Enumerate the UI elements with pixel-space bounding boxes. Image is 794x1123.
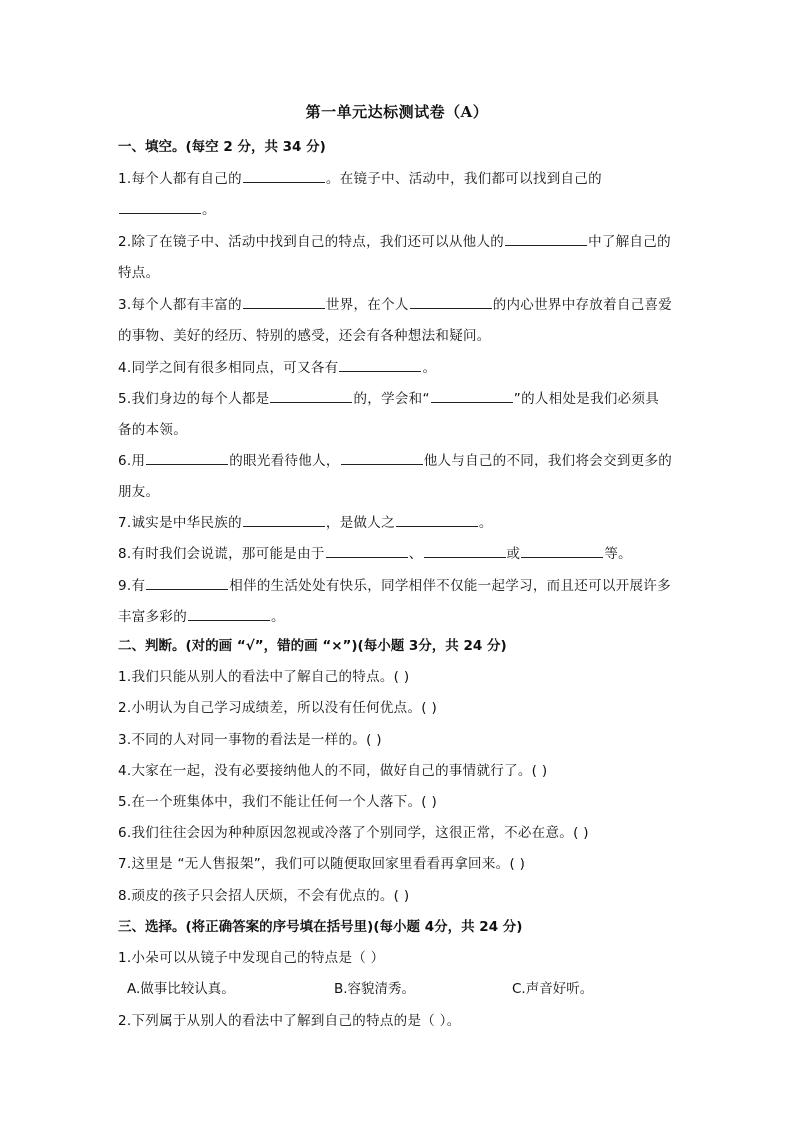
judge-item-5: 5.在一个班集体中，我们不能让任何一个人落下。( ) — [118, 794, 438, 810]
q7-text-b: ，是做人之 — [325, 515, 395, 531]
choice-q1: 1.小朵可以从镜子中发现自己的特点是（ ） — [118, 950, 385, 966]
q9-text-d: 。 — [271, 609, 285, 625]
q8-text-b: 、 — [408, 546, 423, 562]
q6-line2: 朋友。 — [118, 484, 160, 500]
q7-text-a: 7.诚实是中华民族的 — [118, 515, 242, 531]
q2-line2: 特点。 — [118, 265, 160, 281]
judge-item-2: 2.小明认为自己学习成绩差，所以没有任何优点。( ) — [118, 700, 438, 716]
q1-text-b: 。在镜子中、活动中，我们都可以找到自己的 — [325, 171, 602, 187]
q2-text-b: 中了解自己的 — [588, 234, 671, 250]
q1-line2 — [118, 198, 216, 218]
q1-text-c: 。 — [202, 202, 216, 218]
q5-text-c: ”的人相处是我们必须具 — [513, 391, 660, 407]
q8-text-a: 8.有时我们会说谎，那可能是由于 — [118, 546, 325, 562]
choice-q1-option-c: C.声音好听。 — [512, 981, 594, 997]
answer-blank[interactable] — [521, 543, 603, 558]
q6-text-a: 6.用 — [118, 453, 146, 469]
q6-text-c: 他人与自己的不同，我们将会交到更多的 — [423, 453, 673, 469]
q8-text-d: 等。 — [604, 546, 632, 562]
q4-text-a: 4.同学之间有很多相同点，可又各有 — [118, 360, 339, 376]
answer-blank[interactable] — [341, 450, 423, 465]
q8-text-c: 或 — [506, 546, 521, 562]
q7-line1 — [118, 511, 493, 531]
answer-blank[interactable] — [146, 450, 228, 465]
q6-text-b: 的眼光看待他人， — [229, 453, 340, 469]
answer-blank[interactable] — [326, 543, 408, 558]
q4-text-b: 。 — [422, 360, 437, 376]
q4-line1 — [118, 356, 436, 376]
q3-text-b: 世界，在个人 — [325, 297, 409, 313]
judge-item-7: 7.这里是 “无人售报架”，我们可以随便取回家里看看再拿回来。( ) — [118, 856, 526, 872]
q9-text-b: 相伴的生活处处有快乐，同学相伴不仅能一起学习，而且还可以开展许多 — [229, 578, 671, 594]
q5-line2: 备的本领。 — [118, 422, 187, 438]
answer-blank[interactable] — [243, 294, 325, 309]
judge-item-8: 8.顽皮的孩子只会招人厌烦，不会有优点的。( ) — [118, 888, 410, 904]
q9-line1 — [118, 574, 671, 594]
q1-line1 — [118, 167, 602, 187]
answer-blank[interactable] — [270, 388, 352, 403]
answer-blank[interactable] — [505, 231, 587, 246]
answer-blank[interactable] — [339, 357, 421, 372]
q5-line1 — [118, 387, 659, 407]
q7-text-c: 。 — [478, 515, 493, 531]
answer-blank[interactable] — [119, 199, 201, 214]
section3-heading: 三、选择。(将正确答案的序号填在括号里)(每小题 4分，共 24 分) — [118, 919, 523, 935]
q3-text-a: 3.每个人都有丰富的 — [118, 297, 242, 313]
q8-line1 — [118, 542, 632, 562]
judge-item-1: 1.我们只能从别人的看法中了解自己的特点。( ) — [118, 669, 410, 685]
q9-text-a: 9.有 — [118, 578, 146, 594]
section2-heading: 二、判断。(对的画 “√”，错的画 “×”)(每小题 3分，共 24 分) — [118, 638, 507, 654]
choice-q1-option-b: B.容貌清秀。 — [334, 981, 416, 997]
q2-text-a: 2.除了在镜子中、活动中找到自己的特点，我们还可以从他人的 — [118, 234, 505, 250]
answer-blank[interactable] — [424, 543, 506, 558]
answer-blank[interactable] — [146, 575, 228, 590]
answer-blank[interactable] — [431, 388, 513, 403]
q5-text-b: 的，学会和“ — [353, 391, 430, 407]
answer-blank[interactable] — [243, 512, 325, 527]
choice-q1-option-a: A.做事比较认真。 — [127, 981, 235, 997]
choice-q2: 2.下列属于从别人的看法中了解到自己的特点的是（ ）。 — [118, 1013, 461, 1029]
answer-blank[interactable] — [396, 512, 478, 527]
q9-text-c: 丰富多彩的 — [118, 609, 187, 625]
judge-item-3: 3.不同的人对同一事物的看法是一样的。( ) — [118, 732, 382, 748]
q2-line1 — [118, 230, 671, 250]
q9-line2 — [118, 605, 285, 625]
q6-line1 — [118, 449, 672, 469]
judge-item-6: 6.我们往往会因为种种原因忽视或冷落了个别同学，这很正常，不必在意。( ) — [118, 825, 589, 841]
q3-text-c: 的内心世界中存放着自己喜爱 — [492, 297, 673, 313]
q3-line2: 的事物、美好的经历、特别的感受，还会有各种想法和疑问。 — [118, 328, 491, 344]
q5-text-a: 5.我们身边的每个人都是 — [118, 391, 270, 407]
q1-text-a: 1.每个人都有自己的 — [118, 171, 242, 187]
judge-item-4: 4.大家在一起，没有必要接纳他人的不同，做好自己的事情就行了。( ) — [118, 763, 548, 779]
section1-heading: 一、填空。(每空 2 分，共 34 分) — [118, 139, 326, 155]
q3-line1 — [118, 293, 672, 313]
answer-blank[interactable] — [243, 168, 325, 183]
answer-blank[interactable] — [410, 294, 492, 309]
answer-blank[interactable] — [188, 606, 270, 621]
exam-title: 第一单元达标测试卷（A） — [305, 103, 489, 121]
